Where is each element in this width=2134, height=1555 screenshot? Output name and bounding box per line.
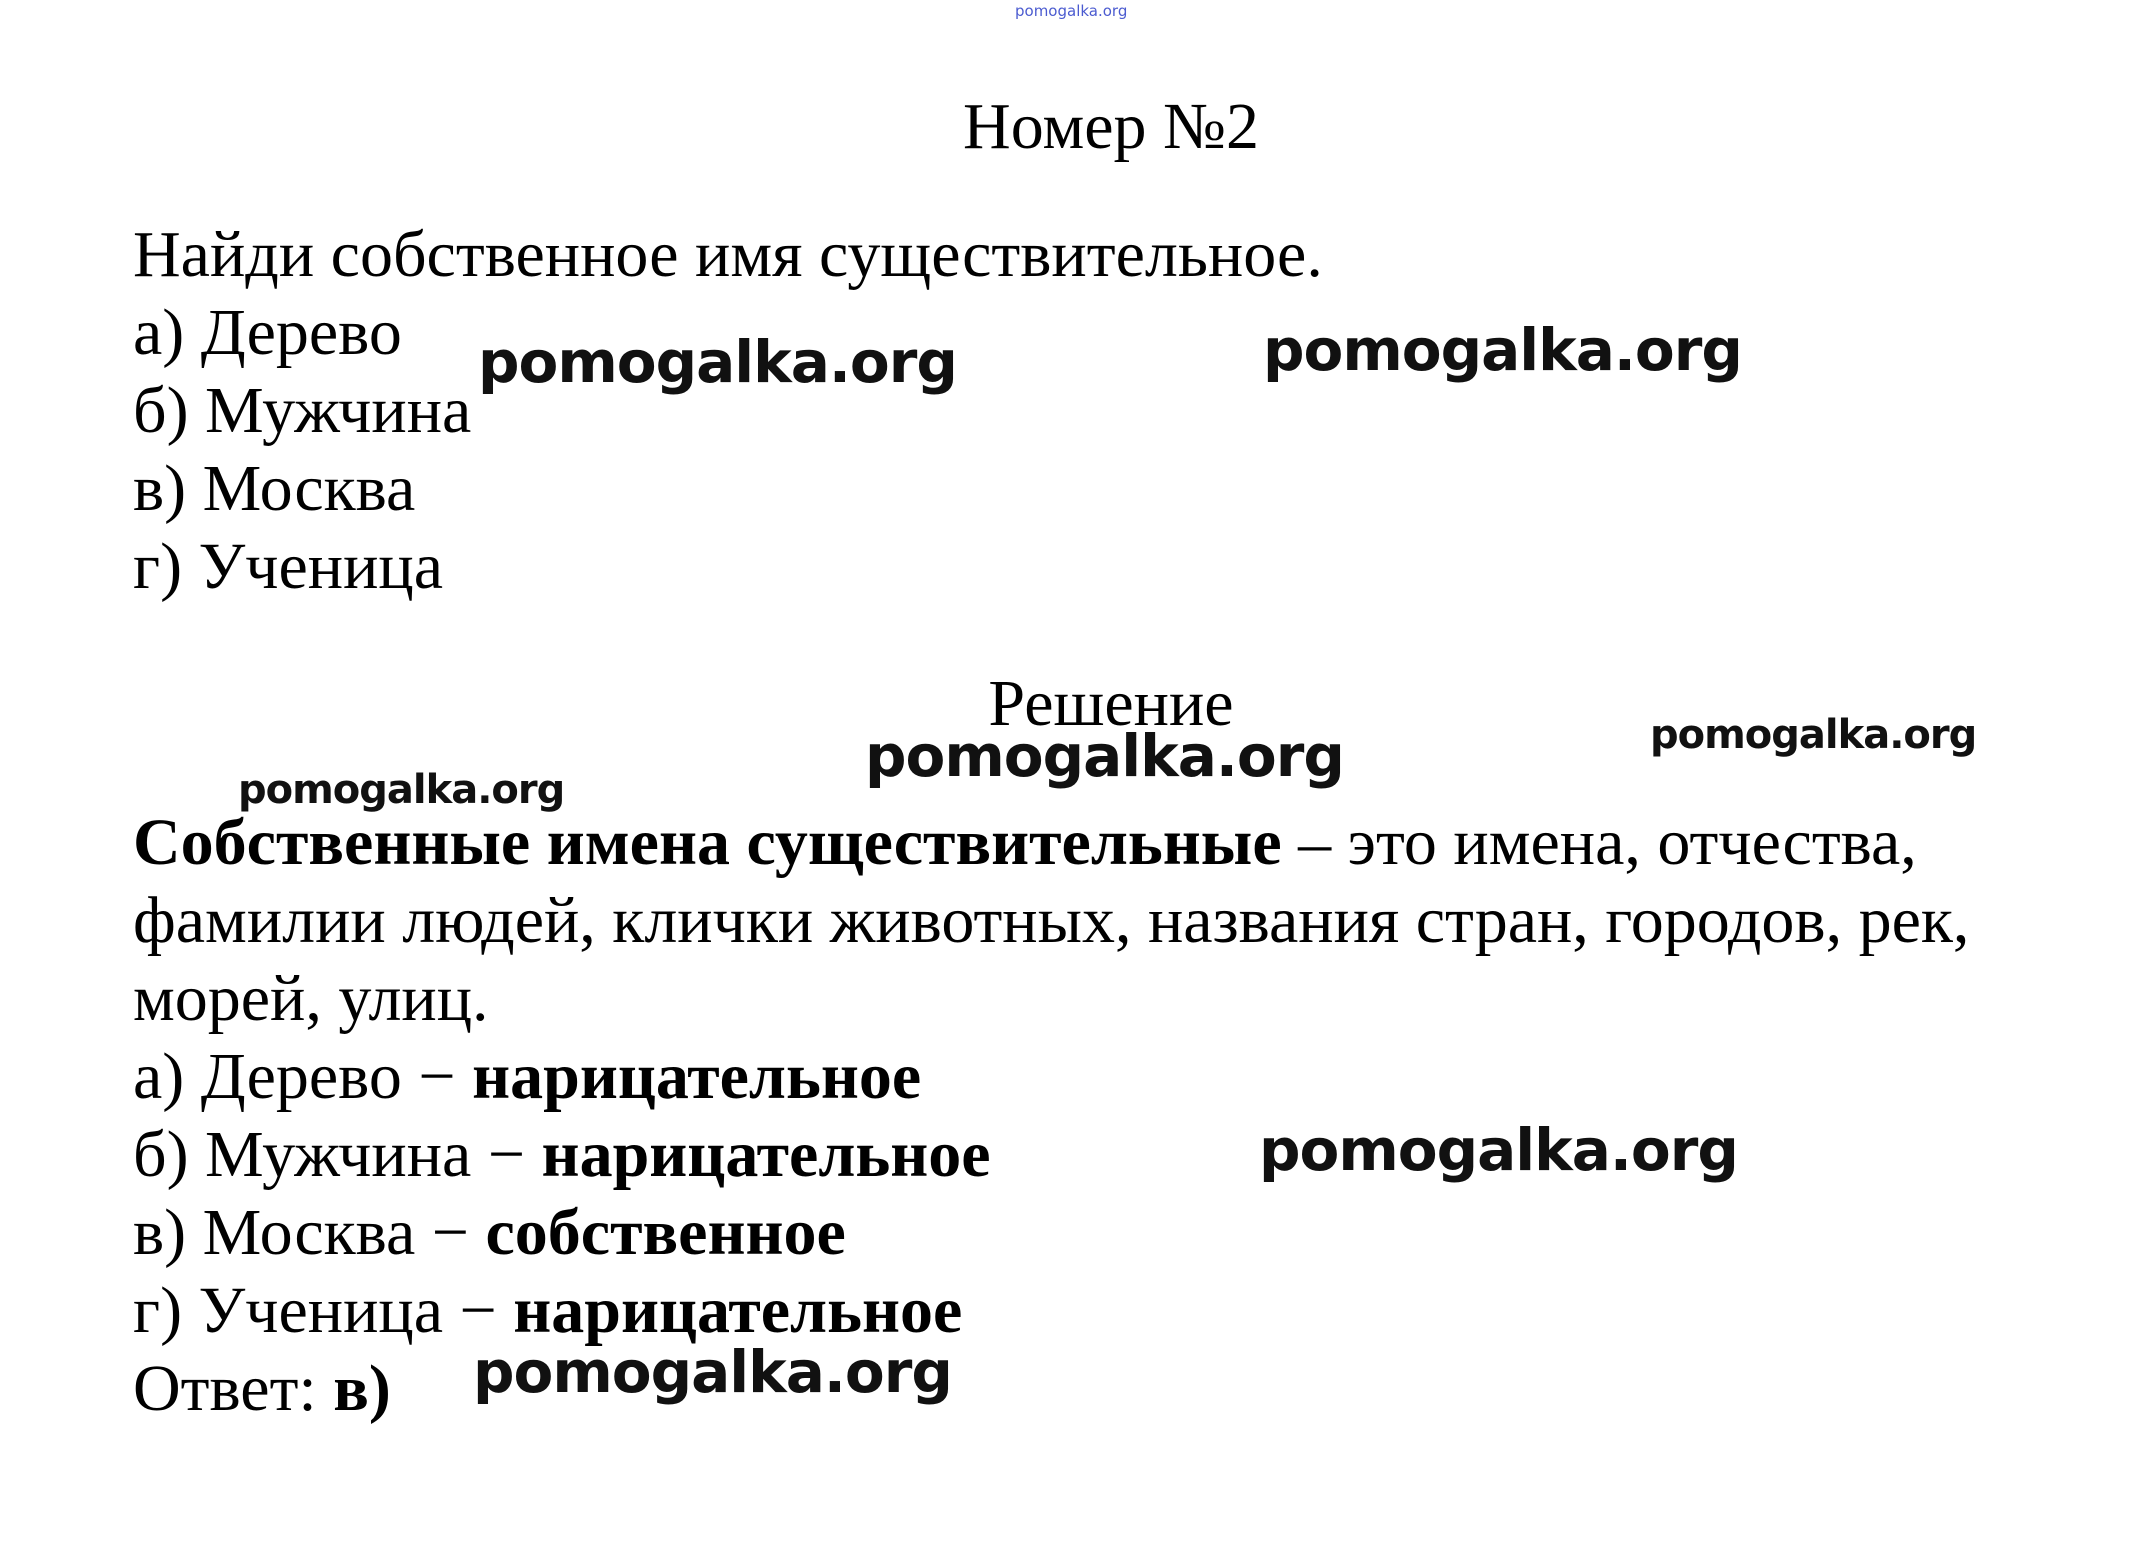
definition-line-2: фамилии людей, клички животных, названия стран, городов, рек, [133,884,1970,957]
watermark: pomogalka.org [238,767,565,813]
page-title: Номер №2 [963,90,1259,163]
question-block [133,216,1323,606]
watermark: pomogalka.org [865,722,1344,790]
answer-line-b [133,1116,2083,1194]
answer-verdict: нарицательное [513,1274,963,1347]
answer-option: б) Мужчина − [133,1118,542,1191]
final-answer-label: Ответ: [133,1352,334,1425]
final-answer [133,1350,2083,1428]
definition-line-3: морей, улиц. [133,962,489,1035]
final-answer-value: в) [333,1352,391,1425]
definition-line-1 [133,804,2083,882]
answer-verdict: нарицательное [541,1118,991,1191]
answer-verdict: нарицательное [472,1040,922,1113]
question-option-a: а) Дерево [133,296,402,369]
question-option-c: в) Москва [133,452,416,525]
watermark: pomogalka.org [473,1338,952,1406]
solution-heading: Решение [988,667,1234,740]
question-prompt: Найди собственное имя существительное. [133,218,1323,291]
watermark: pomogalka.org [478,328,957,396]
definition-term: Собственные имена существительные [133,806,1282,879]
watermark: pomogalka.org [1263,316,1742,384]
question-option-d: г) Ученица [133,530,444,603]
answer-option: г) Ученица − [133,1274,514,1347]
watermark: pomogalka.org [1259,1116,1738,1184]
answer-line-d [133,1272,2083,1350]
answer-line-c [133,1194,2083,1272]
watermark: pomogalka.org [1650,712,1977,758]
question-option-b: б) Мужчина [133,374,472,447]
answer-option: в) Москва − [133,1196,486,1269]
solution-block [133,804,2083,1428]
answer-verdict: собственное [485,1196,846,1269]
top-watermark: pomogalka.org [1015,2,1128,20]
answer-option: а) Дерево − [133,1040,473,1113]
answer-line-a [133,1038,2083,1116]
definition-rest: – это имена, отчества, [1281,806,1917,879]
